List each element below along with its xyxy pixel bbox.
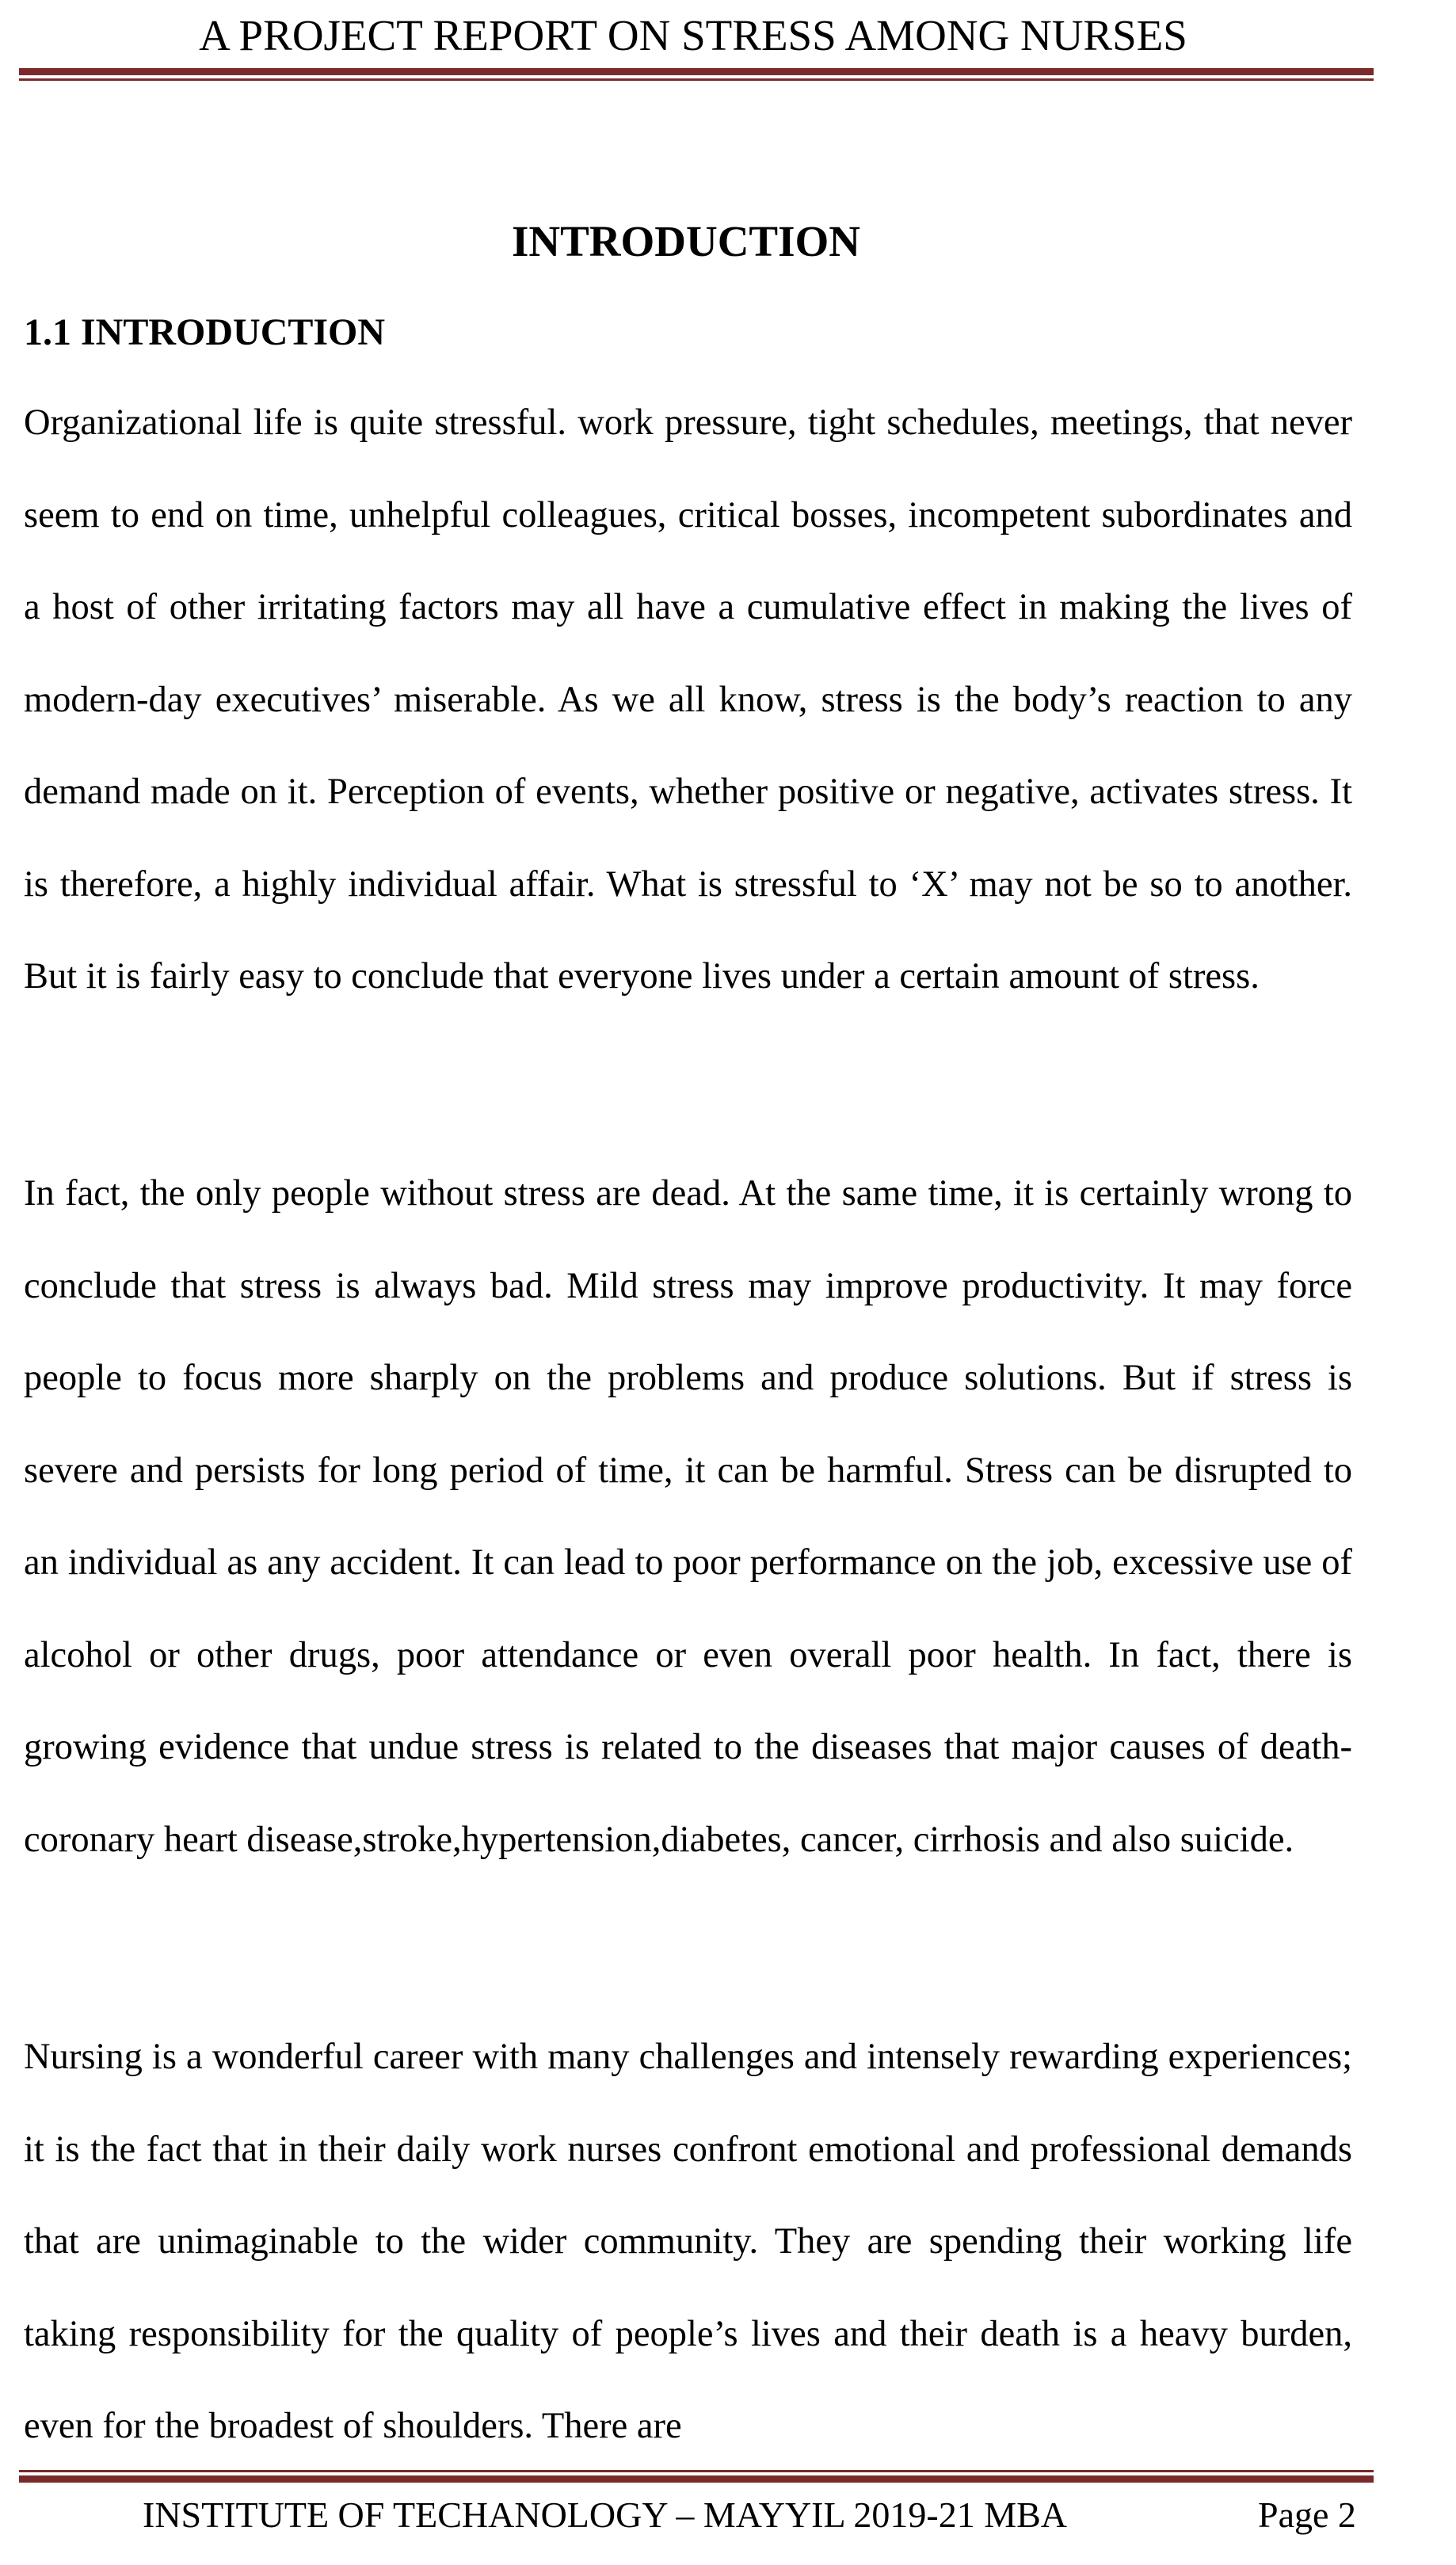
page-footer bbox=[0, 2487, 1456, 2543]
footer-rule-thick bbox=[19, 2475, 1374, 2483]
footer-institute: INSTITUTE OF TECHANOLOGY – MAYYIL 2019-21 MBA bbox=[143, 2494, 1068, 2535]
header-rule-thin bbox=[19, 78, 1374, 81]
body-paragraph-2: In fact, the only people without stress are dead. At the same time, it is certainly wrong to conclude that stress is always bad. Mild stress may improve productivity. It may force people to focus more sharply on the problems and produce solutions. But if stress is severe and persists for long period of time, it can be harmful. Stress can be disrupted to an individual as any accident. It can lead to poor performance on the job, excessive use of alcohol or other drugs, poor attendance or even overall poor health. In fact, there is growing evidence that undue stress is related to the diseases that major causes of death-coronary heart disease,stroke,hypertension,diabetes, cancer, cirrhosis and also suicide. bbox=[24, 1173, 1352, 1860]
body-paragraph-3: Nursing is a wonderful career with many challenges and intensely rewarding experiences; it is the fact that in their daily work nurses confront emotional and professional demands that are unimaginable to the wider community. They are spending their working life taking responsibility for the quality of people’s lives and their death is a heavy burden, even for the broadest of shoulders. There are bbox=[24, 2037, 1352, 2446]
header-rule-thick bbox=[19, 68, 1374, 75]
section-heading: 1.1 INTRODUCTION bbox=[24, 311, 386, 353]
header-rule bbox=[19, 68, 1374, 81]
footer-page-number: Page 2 bbox=[1258, 2494, 1356, 2535]
page-header-title: A PROJECT REPORT ON STRESS AMONG NURSES bbox=[199, 11, 1187, 59]
footer-rule bbox=[19, 2470, 1374, 2483]
body-paragraph-1: Organizational life is quite stressful. work pressure, tight schedules, meetings, that never seem to end on time, unhelpful colleagues, critical bosses, incompetent subordinates and a host of other irritating factors may all have a cumulative effect in making the lives of modern-day executives’ miserable. As we all know, stress is the body’s reaction to any demand made on it. Perception of events, whether positive or negative, activates stress. It is therefore, a highly individual affair. What is stressful to ‘X’ may not be so to another. But it is fairly easy to conclude that everyone lives under a certain amount of stress. bbox=[24, 402, 1352, 997]
chapter-title: INTRODUCTION bbox=[511, 217, 861, 265]
